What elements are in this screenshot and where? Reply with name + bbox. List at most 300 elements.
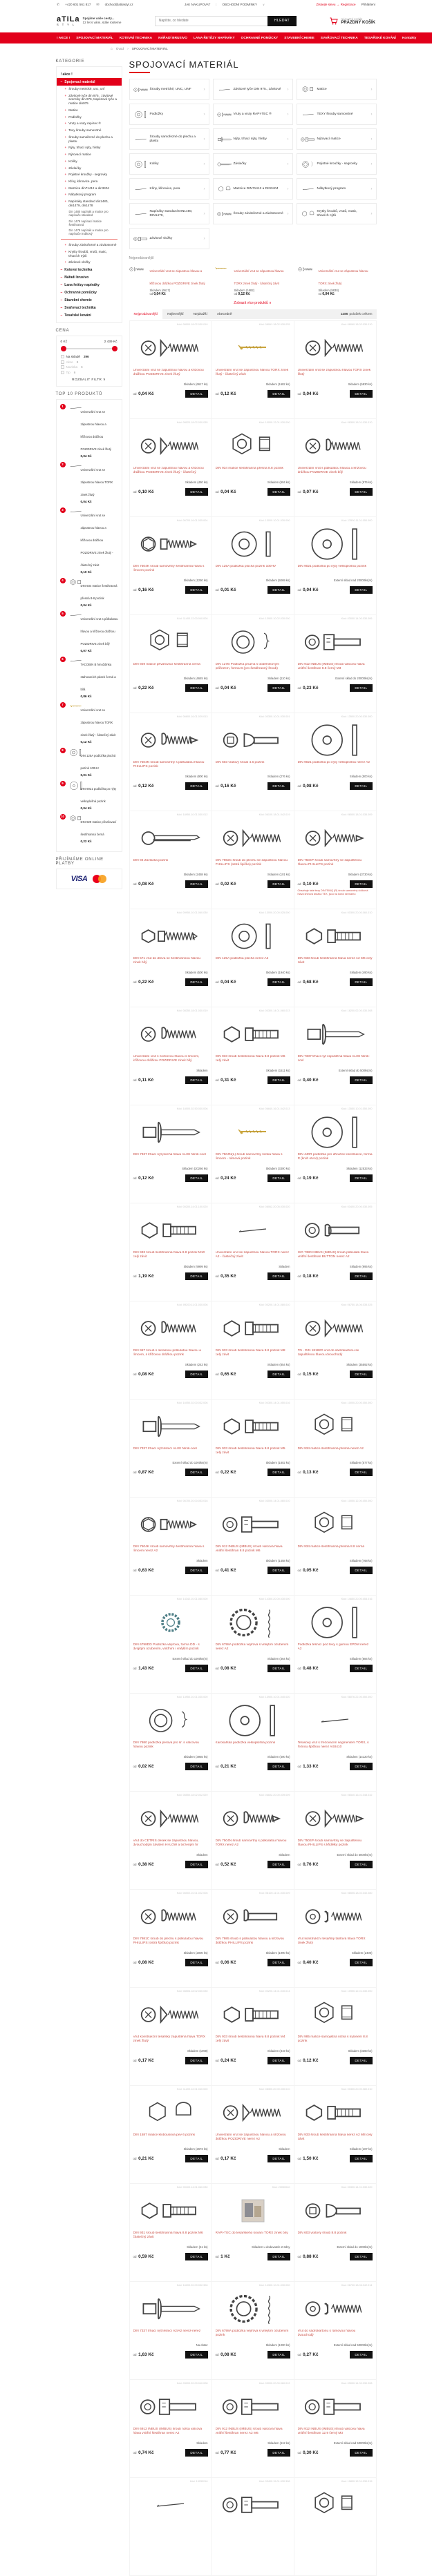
product-code: Kód: 00300.14.01.030.020 — [341, 2186, 373, 2189]
product-card[interactable] — [130, 321, 212, 419]
checkbox-icon[interactable] — [61, 360, 64, 364]
product-card[interactable] — [212, 1301, 294, 1400]
sidebar-item-cat-5[interactable]: – Svařovací technika — [60, 305, 96, 310]
product-card[interactable] — [130, 909, 212, 1007]
sidebar-item-akce[interactable]: ! akce ! — [60, 72, 73, 77]
top10-item[interactable]: 1 Univerzální vrut se zápustnou hlavou a křížovou drážkou POZIDRIVE zinek žlutý 0,04 Kč — [60, 404, 118, 458]
subcategory-tile-2[interactable]: Matice › — [297, 79, 377, 100]
product-code: Kód: 06640.16.01.042.013 — [259, 1107, 290, 1110]
detail-button[interactable]: DETAIL — [350, 1763, 372, 1770]
detail-button[interactable]: DETAIL — [350, 2253, 372, 2260]
hexbolt-icon — [222, 1309, 284, 1348]
product-card[interactable] — [212, 1498, 294, 1596]
toothedPhoto-icon — [150, 1609, 191, 1636]
sidebar-subitem-13[interactable]: + Maznice din71412 a din3404 — [64, 186, 109, 190]
product-name: DIN 6798A podložka vějířová s vnějším ozubením nerez A2 — [215, 1643, 289, 1652]
subcategory-tile-3[interactable]: Podložky › — [129, 104, 209, 125]
product-card[interactable] — [212, 1596, 294, 1694]
detail-button[interactable]: DETAIL — [350, 390, 372, 398]
detail-button[interactable]: DETAIL — [267, 2449, 290, 2457]
top10-item[interactable]: 10 DIN 929 matice přivařovací šestihranná černá 0,22 Kč — [61, 815, 117, 843]
detail-button[interactable]: DETAIL — [267, 1076, 290, 1084]
detail-button[interactable]: DETAIL — [350, 684, 372, 692]
product-name: Podložka těsnicí pod texy s gumou EPDM nerez A2 — [297, 1643, 369, 1652]
product-card[interactable] — [212, 1203, 294, 1301]
product-stock: Externí sklad do 20000ks(m) — [335, 677, 373, 680]
subcategory-tile-8[interactable]: Nýtovací matice › — [297, 128, 377, 150]
product-name: Karosářská podložka velkoplošná pozink — [215, 1741, 276, 1745]
header — [0, 9, 432, 32]
product-card[interactable] — [130, 517, 212, 615]
product-card[interactable] — [294, 2380, 377, 2478]
detail-button[interactable]: DETAIL — [185, 1959, 207, 1966]
detail-button[interactable]: DETAIL — [185, 2253, 207, 2260]
product-card[interactable] — [212, 2184, 294, 2282]
detail-button[interactable]: DETAIL — [267, 2253, 290, 2260]
nav-item-8[interactable]: TESAŘSKÉ KOVÁNÍ — [364, 36, 396, 40]
product-image — [133, 817, 208, 859]
detail-button[interactable]: DETAIL — [350, 1371, 372, 1378]
product-image — [298, 1994, 373, 2035]
sidebar-subitem-7[interactable]: + Nýty, trhací nýty, hřeby — [64, 146, 101, 150]
product-stock: Skladem (6617 ks) — [183, 382, 208, 386]
product-card[interactable] — [130, 1203, 212, 1301]
top10-item[interactable]: 7 Univerzální vrut se zápustnou hlavou TORX zinek žlutý - částečný závit 0,12 Kč — [60, 702, 118, 744]
top10-item[interactable]: 9 DIN 9021 podložka po nýty velkoplošná pozink 0,04 Kč — [60, 781, 118, 810]
detail-button[interactable]: DETAIL — [267, 1763, 290, 1770]
product-price: od 0,06 Kč — [215, 1960, 236, 1965]
product-price: od 0,27 Kč — [297, 2352, 319, 2357]
product-card[interactable] — [294, 1890, 377, 1988]
detail-button[interactable]: DETAIL — [267, 2155, 290, 2162]
sidebar-sub2item-0[interactable]: Din 1480 napínák a matice pro napínače standard — [68, 210, 109, 217]
product-code: Kód: 08350.18.01.030.019 — [176, 1009, 208, 1012]
sidebar-subitem-11[interactable]: + Pojistné kroužky - segrovky — [64, 173, 108, 177]
sidebar-item-cat-6[interactable]: – Tesařské kování — [60, 313, 91, 318]
product-card[interactable] — [130, 2184, 212, 2282]
nav-item-2[interactable]: KOTEVNÍ TECHNIKA — [119, 36, 153, 40]
detail-button[interactable]: DETAIL — [350, 880, 372, 888]
detail-button[interactable]: DETAIL — [350, 1174, 372, 1182]
detail-button[interactable]: DETAIL — [185, 1371, 207, 1378]
product-card[interactable] — [294, 321, 377, 419]
product-card[interactable] — [212, 1007, 294, 1105]
subcategory-tile-18[interactable]: Závitové vložky › — [129, 228, 209, 249]
logo-tagline: Spojíme vaše cesty... — [82, 17, 115, 21]
detail-button[interactable]: DETAIL — [185, 684, 207, 692]
chevron-down-icon[interactable]: ∨ — [263, 3, 265, 6]
checkbox-icon[interactable] — [61, 371, 64, 374]
product-price: od 0,59 Kč — [133, 2254, 154, 2259]
product-card[interactable] — [294, 1400, 377, 1498]
sort-option-2[interactable]: Nejdražší — [193, 312, 207, 316]
pan-icon — [140, 1897, 202, 1936]
top10-item[interactable]: 3 Univerzální vrut se zápustnou hlavou a křížovou drážkou POZIDRIVE zinek žlutý - částečný závit 0,10 Kč — [60, 507, 118, 574]
chevron-right-icon: › — [287, 87, 289, 92]
detail-button[interactable]: DETAIL — [185, 1861, 207, 1868]
filter-checkbox-0[interactable]: Na skladě 296 — [61, 355, 118, 358]
detail-button[interactable]: DETAIL — [267, 1272, 290, 1280]
detail-button[interactable]: DETAIL — [350, 1959, 372, 1966]
product-card[interactable] — [130, 1988, 212, 2086]
registration-discount-link[interactable]: Získejte slevu → Registrace — [316, 3, 356, 6]
detail-button[interactable]: DETAIL — [350, 2057, 372, 2064]
product-card[interactable] — [130, 1400, 212, 1498]
product-card[interactable] — [294, 1792, 377, 1890]
filter-checkbox-2[interactable]: Novinka 6 — [61, 365, 118, 369]
product-card[interactable] — [294, 713, 377, 811]
product-code: Kód: 13900.10.01.040.020 — [259, 1696, 290, 1698]
nav-item-6[interactable]: STAVEBNÍ CHEMIE — [284, 36, 314, 40]
sidebar-subitem-5[interactable]: + Texy šrouby samovrtné — [64, 128, 102, 133]
tiny-icon — [133, 185, 147, 193]
detail-button[interactable]: DETAIL — [267, 2351, 290, 2359]
product-code: Kód: 10000.20.00.050.000 — [341, 1402, 373, 1404]
product-price: od 0,38 Kč — [133, 1862, 154, 1867]
price-slider-handle-min[interactable] — [61, 346, 66, 351]
product-card[interactable] — [212, 713, 294, 811]
sidebar-subitem-6[interactable]: + Šrouby samořezné do plechu a plastu — [64, 135, 113, 143]
product-card[interactable] — [212, 615, 294, 713]
nav-item-5[interactable]: OCHRANNÉ POMŮCKY — [241, 36, 279, 40]
expand-filter-button[interactable]: ROZBALIT FILTR ∨ — [72, 378, 106, 382]
detail-button[interactable]: DETAIL — [267, 2057, 290, 2064]
product-card[interactable] — [130, 1890, 212, 1988]
product-card[interactable] — [130, 1596, 212, 1694]
detail-button[interactable]: DETAIL — [267, 782, 290, 790]
product-card[interactable] — [294, 1498, 377, 1596]
detail-button[interactable]: DETAIL — [267, 1665, 290, 1672]
product-card[interactable] — [130, 1105, 212, 1203]
detail-button[interactable]: DETAIL — [267, 1567, 290, 1574]
subcategory-tile-5[interactable]: TEXY šrouby samovrtné › — [297, 104, 377, 125]
product-stock: Skladem (1802 ks) — [265, 1461, 290, 1464]
product-card[interactable] — [294, 1596, 377, 1694]
filter-checkbox-1[interactable]: Akce 8 — [61, 360, 118, 364]
product-name: DIN 985 matice samojistná nízká s nylonem 8.8 pozink — [297, 2035, 368, 2044]
detail-button[interactable]: DETAIL — [267, 390, 290, 398]
detail-button[interactable]: DETAIL — [267, 586, 290, 594]
product-card[interactable] — [130, 1498, 212, 1596]
countersunk-icon — [298, 264, 316, 274]
detail-button[interactable]: DETAIL — [350, 2449, 372, 2457]
detail-button[interactable]: DETAIL — [350, 1469, 372, 1476]
nav-item-4[interactable]: LANA ŘETĚZY NAPÍNÁKY — [193, 36, 235, 40]
sidebar-item-cat-2[interactable]: – Lana řetězy napínáky — [60, 282, 100, 287]
product-card[interactable] — [212, 2478, 294, 2576]
subcategory-tile-13[interactable]: Maznice DIN71412 a DIN3404 › — [213, 178, 293, 200]
product-card[interactable] — [130, 615, 212, 713]
product-card[interactable] — [212, 1105, 294, 1203]
top10-item[interactable]: 5 Univerzální vrut s půlkulatou hlavou a křížovou drážkou POZIDRIVE zinek bílý 0,07 Kč — [60, 611, 118, 652]
subcategory-tile-12[interactable]: Klíny, klínovice, pera › — [129, 178, 209, 200]
detail-button[interactable]: DETAIL — [267, 1959, 290, 1966]
product-card[interactable] — [294, 2478, 377, 2576]
subcategory-tile-11[interactable]: Pojistné kroužky - segrovky › — [297, 153, 377, 175]
product-card[interactable] — [294, 2184, 377, 2282]
detail-button[interactable]: DETAIL — [350, 2351, 372, 2359]
washerBig-icon — [306, 721, 364, 759]
product-card[interactable] — [212, 419, 294, 517]
sidebar-sub2item-2[interactable]: Din 1478 napínák a matice pro napínače trubkový — [68, 229, 109, 236]
photoYellow-icon — [214, 264, 232, 273]
detail-button[interactable]: DETAIL — [185, 978, 207, 986]
product-card[interactable] — [294, 1301, 377, 1400]
sort-option-3[interactable]: Abecedně — [216, 312, 232, 316]
chevron-right-icon: › — [370, 162, 373, 166]
product-card[interactable] — [294, 2282, 377, 2380]
detail-button[interactable]: DETAIL — [185, 2351, 207, 2359]
product-name: DIN 127B Podložka pružná s obdélníkovým průřezem, forma B (pro šestihranný šroub) — [215, 663, 280, 671]
nav-item-0[interactable]: ! AKCE ! — [57, 36, 71, 40]
product-card[interactable] — [212, 1988, 294, 2086]
product-card[interactable] — [212, 2380, 294, 2478]
product-card[interactable] — [212, 1694, 294, 1792]
detail-button[interactable]: DETAIL — [350, 586, 372, 594]
product-card[interactable] — [294, 909, 377, 1007]
sidebar-subitem-14[interactable]: + Nábytkový program — [64, 193, 97, 197]
subcategory-tile-9[interactable]: Kolíky › — [129, 153, 209, 175]
detail-button[interactable]: DETAIL — [185, 880, 207, 888]
product-card[interactable] — [294, 1007, 377, 1105]
product-card[interactable] — [212, 517, 294, 615]
product-card[interactable] — [130, 1694, 212, 1792]
detail-button[interactable]: DETAIL — [350, 1076, 372, 1084]
chevron-right-icon: › — [287, 137, 289, 142]
product-card[interactable] — [130, 2086, 212, 2184]
price-slider-handle-max[interactable] — [112, 346, 118, 351]
product-name: Univerzální vrut se zápustnou hlavou a křížovou drážkou POZIDRIVE zinek žlutý — [133, 369, 204, 377]
search-button[interactable]: HLEDAT — [267, 16, 297, 26]
detail-button[interactable]: DETAIL — [350, 1665, 372, 1672]
detail-button[interactable]: DETAIL — [185, 1076, 207, 1084]
detail-button[interactable]: DETAIL — [185, 390, 207, 398]
subcategory-tile-7[interactable]: Nýty, trhací nýty, hřeby › — [213, 128, 293, 150]
subcategory-tile-10[interactable]: Závlačky › — [213, 153, 293, 175]
sort-option-0[interactable]: Nejprodávanější — [129, 309, 163, 319]
product-name: DIN 9021 podložka po nýty velkoplošná nerez A2 — [297, 761, 370, 764]
product-card[interactable] — [212, 1890, 294, 1988]
logo[interactable] — [57, 16, 121, 26]
sidebar-subitem-after-2[interactable]: + Závitové vložky — [64, 260, 91, 264]
sidebar-subitem-12[interactable]: + Klíny, klínovice, pera — [64, 180, 98, 184]
login-link[interactable]: Přihlášení — [361, 3, 375, 6]
subcategory-tile-15[interactable]: Napínáky standard DIN1480, DIN1479, › — [129, 203, 209, 224]
product-name: Univerzální vrut se zápustnou hlavou a křížovou drážkou POZIDRIVE nerez A2 — [215, 2133, 286, 2142]
detail-button[interactable]: DETAIL — [350, 2155, 372, 2162]
sidebar-subitem-2[interactable]: + Matice — [64, 108, 78, 112]
product-card[interactable] — [130, 811, 212, 909]
product-card[interactable] — [130, 1792, 212, 1890]
detail-button[interactable]: DETAIL — [350, 1861, 372, 1868]
detail-button[interactable]: DETAIL — [267, 1469, 290, 1476]
bestseller-item-1[interactable]: Univerzální vrut se zápustnou hlavou TORX zinek žlutý - částečný závit Skladem (1682) od 0,12 Kč — [214, 263, 292, 296]
product-card[interactable] — [212, 811, 294, 909]
product-image — [216, 1308, 290, 1349]
product-image — [216, 1014, 290, 1055]
product-name: DIN 933 šroub šestihranná hlava 8.8 pozink M8 celý závit — [215, 1349, 285, 1357]
nav-item-9[interactable]: Kontakty — [402, 36, 417, 40]
sidebar-subitem-4[interactable]: + Vruty a vruty rapi-tec ® — [64, 122, 102, 126]
email-link[interactable]: obchod@atilastyl.cz — [104, 3, 133, 6]
hexdrill-icon — [140, 525, 202, 563]
product-card[interactable] — [212, 1400, 294, 1498]
product-card[interactable] — [212, 909, 294, 1007]
sidebar-item-cat-1[interactable]: – Nářadí brusivo — [60, 275, 89, 280]
detail-button[interactable]: DETAIL — [350, 488, 372, 496]
product-card[interactable] — [212, 1792, 294, 1890]
detail-button[interactable]: DETAIL — [185, 1469, 207, 1476]
detail-button[interactable]: DETAIL — [185, 1763, 207, 1770]
washerBig-icon — [306, 1603, 364, 1642]
product-price: od 0,24 Kč — [215, 2058, 236, 2063]
top10-item[interactable]: 6 TACOBIN B hmoždinka stahovacích pásek černá a bílá 0,86 Kč — [60, 657, 118, 698]
product-stock: Skladem (500 ks) — [349, 775, 373, 778]
checkbox-icon[interactable] — [61, 355, 64, 358]
product-card[interactable] — [294, 1694, 377, 1792]
nav-item-3[interactable]: NÁŘADÍ BRUSIVO — [158, 36, 187, 40]
product-image — [133, 916, 208, 957]
product-card[interactable] — [130, 1301, 212, 1400]
nut-icon — [143, 623, 198, 661]
detail-button[interactable]: DETAIL — [267, 1174, 290, 1182]
subcategory-tile-14[interactable]: Nábytkový program › — [297, 178, 377, 200]
product-card[interactable] — [130, 2380, 212, 2478]
product-card[interactable] — [212, 321, 294, 419]
product-price: od 0,77 Kč — [215, 2450, 236, 2455]
product-card[interactable] — [130, 2478, 212, 2576]
product-card[interactable] — [294, 2086, 377, 2184]
cotter-icon — [140, 819, 202, 858]
product-card[interactable] — [130, 1007, 212, 1105]
detail-button[interactable]: DETAIL — [350, 1567, 372, 1574]
filter-checkbox-3[interactable]: Tip 6 — [61, 371, 118, 374]
product-card[interactable] — [130, 713, 212, 811]
sidebar-item-cat-0[interactable]: – Kotevní technika — [60, 267, 93, 272]
detail-button[interactable]: DETAIL — [185, 1174, 207, 1182]
subcategory-tile-17[interactable]: Krytky šroubů, vrutů, matic, trhacích nýtů › — [297, 203, 377, 224]
nav-item-7[interactable]: SVAŘOVACÍ TECHNIKA — [320, 36, 358, 40]
subcategory-tile-6[interactable]: Šrouby samořezné do plechu a plastu › — [129, 128, 209, 150]
detail-button[interactable]: DETAIL — [185, 586, 207, 594]
product-price: od 0,68 Kč — [297, 980, 319, 985]
product-card[interactable] — [294, 419, 377, 517]
product-price: od 0,02 Kč — [133, 1764, 154, 1769]
product-image — [216, 1602, 290, 1643]
product-card[interactable] — [294, 1203, 377, 1301]
detail-button[interactable]: DETAIL — [267, 978, 290, 986]
detail-button[interactable]: DETAIL — [185, 782, 207, 790]
sidebar-item-cat-3[interactable]: – Ochranné pomůcky — [60, 290, 97, 295]
subcategory-tile-1[interactable]: Závitové tyče DIN 975., závitové › — [213, 79, 293, 100]
payments-box — [56, 869, 122, 889]
detail-button[interactable]: DETAIL — [267, 684, 290, 692]
terms-link[interactable]: OBCHODNÍ PODMÍNKY — [222, 3, 258, 6]
sidebar-subitem-9[interactable]: + Kolíky — [64, 159, 77, 163]
pan-icon — [140, 1015, 202, 1054]
product-card[interactable] — [130, 419, 212, 517]
subcategory-tile-4[interactable]: Vruty a vruty RAPI-TEC ® › — [213, 104, 293, 125]
sidebar-item-cat-4[interactable]: – Stavební chemie — [60, 298, 92, 302]
product-card[interactable] — [294, 1105, 377, 1203]
bestseller-item-0[interactable]: Univerzální vrut se zápustnou hlavou a křížovou drážkou POZIDRIVE zinek žlutý Skladem (6617) od 0,04 Kč — [129, 263, 208, 296]
bestseller-item-2[interactable]: Univerzální vrut se zápustnou hlavou TORX zinek žlutý Skladem (5830) od 0,04 Kč — [298, 263, 377, 296]
subcategory-tile-16[interactable]: Šrouby závitořezné a závitotvorné › — [213, 203, 293, 224]
sidebar-subitem-0[interactable]: + Šrouby metrické, unc, unf — [64, 87, 105, 90]
phone-number[interactable]: +420 601 561 817 — [65, 3, 91, 6]
pandrill-icon — [140, 721, 202, 759]
detail-button[interactable]: DETAIL — [267, 1861, 290, 1868]
detail-button[interactable]: DETAIL — [185, 1272, 207, 1280]
subcategory-tile-0[interactable]: Šrouby metrické, UNC, UNF › — [129, 79, 209, 100]
detail-button[interactable]: DETAIL — [185, 1567, 207, 1574]
detail-button[interactable]: DETAIL — [350, 1272, 372, 1280]
sidebar-subitem-after-0[interactable]: + Šrouby závitořezné a závitotvorné — [64, 243, 117, 247]
countersunk-icon — [217, 209, 231, 219]
top10-item[interactable]: 4 DIN 934 matice šestihranná přesná 8-8 pozink 0,04 Kč — [60, 578, 118, 607]
detail-button[interactable]: DETAIL — [267, 488, 290, 496]
sidebar-subitem-10[interactable]: + Závlačky — [64, 166, 82, 170]
detail-button[interactable]: DETAIL — [185, 2155, 207, 2162]
product-card[interactable] — [294, 811, 377, 909]
cart-widget[interactable] — [330, 17, 375, 25]
sidebar-subitem-after-1[interactable]: + Krytky šroubů, vrutů, matic, trhacích nýtů — [64, 249, 107, 258]
detail-button[interactable]: DETAIL — [267, 880, 290, 888]
detail-button[interactable]: DETAIL — [185, 2057, 207, 2064]
product-name: DIN 933 šroub šestihranná hlava 8.8 pozink M4 celý závit — [215, 2035, 285, 2044]
product-card[interactable] — [212, 2086, 294, 2184]
product-name: DIN 933 šroub šestihranná hlava 8.8 pozink M5 celý závit — [215, 1447, 285, 1455]
checkbox-icon[interactable] — [61, 365, 64, 369]
detail-button[interactable]: DETAIL — [185, 488, 207, 496]
how-to-buy-link[interactable]: JAK NAKUPOVAT — [184, 3, 211, 6]
product-price: od 0,04 Kč — [215, 490, 236, 494]
sidebar-item-active[interactable]: – Spojovací materiál — [57, 78, 122, 86]
product-card[interactable] — [212, 2282, 294, 2380]
top10-item[interactable]: 2 Univerzální vrut se zápustnou hlavou TORX zinek žlutý 0,04 Kč — [60, 462, 118, 503]
search-input[interactable] — [155, 16, 267, 26]
sidebar-subitem-3[interactable]: + Podložky — [64, 115, 82, 119]
price-slider[interactable] — [63, 348, 115, 349]
product-code: Kód: 08061.18.02.030.035 — [259, 323, 290, 326]
pan-icon — [304, 427, 366, 465]
detail-button[interactable]: DETAIL — [185, 1665, 207, 1672]
detail-button[interactable]: DETAIL — [185, 2449, 207, 2457]
show-more-products-link[interactable]: Zobrazit více produktů ∨ — [234, 301, 272, 305]
product-code: Kód: 06500.18.01.035.009 — [341, 813, 373, 816]
top10-item[interactable]: 8 DIN 125A podložka plochá pozink 100HV 0,01 Kč — [60, 748, 118, 777]
product-card[interactable] — [130, 2282, 212, 2380]
nav-item-1[interactable]: SPOJOVACÍ MATERIÁL — [76, 36, 113, 40]
sidebar-subitem-8[interactable]: + Nýtovací matice — [64, 153, 91, 157]
product-price: od 0,10 Kč — [297, 882, 319, 887]
product-price: od 0,02 Kč — [215, 882, 236, 887]
breadcrumb-home[interactable]: Úvod — [115, 48, 124, 51]
sort-option-1[interactable]: Nejlevnější — [167, 312, 184, 316]
sidebar-subitem-15[interactable]: + Napínáky standard din1480, din1479, din1478 — [64, 200, 109, 207]
detail-button[interactable]: DETAIL — [350, 782, 372, 790]
product-card[interactable] — [294, 517, 377, 615]
detail-button[interactable]: DETAIL — [267, 1371, 290, 1378]
product-name: DIN 7981C šroub do plechu s půlkulatou hlavou PHILLIPS (ostrá špička) pozink — [133, 1937, 204, 1946]
sidebar-subitem-1[interactable]: + Závitové tyče din 975 , závitové svorníky din 976, trapézové tyče a matice din975 — [64, 93, 117, 106]
detail-button[interactable]: DETAIL — [350, 978, 372, 986]
countersunk-icon — [304, 1309, 366, 1348]
product-code: Kód: 06750.18.06.035.025 — [341, 1304, 373, 1306]
product-card[interactable] — [294, 615, 377, 713]
product-card[interactable] — [294, 1988, 377, 2086]
sidebar-sub2item-1[interactable]: Din 1479 napínací matice šestihranná — [68, 219, 102, 226]
